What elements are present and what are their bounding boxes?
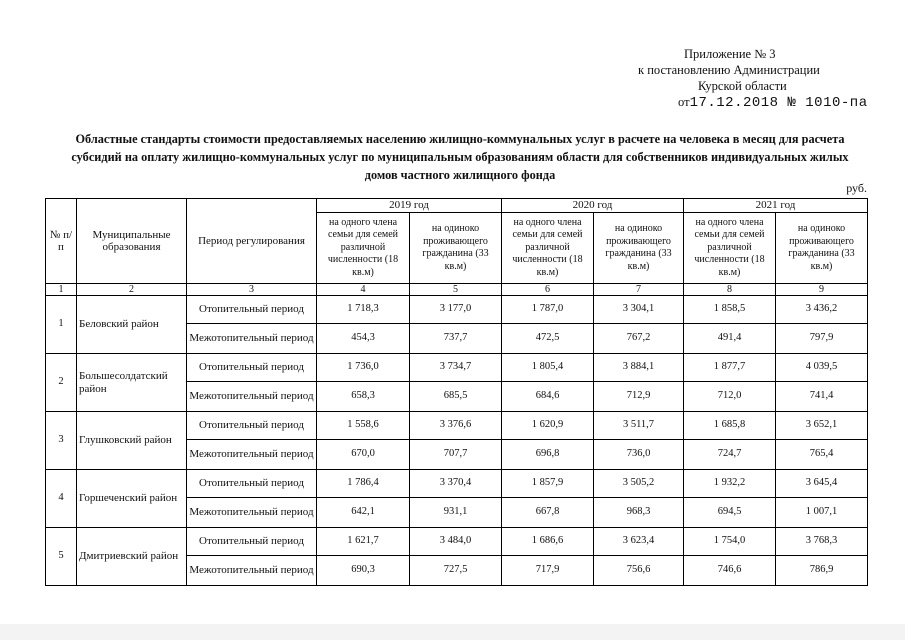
header-single: на одиноко проживающего гражданина (33 кв.м): [594, 213, 684, 284]
value-cell: 1 621,7: [317, 528, 410, 556]
value-cell: 3 304,1: [594, 296, 684, 324]
value-cell: 3 484,0: [410, 528, 502, 556]
column-number: 3: [187, 284, 317, 296]
appendix-line-2: к постановлению Администрации: [638, 63, 820, 77]
value-cell: 3 734,7: [410, 354, 502, 382]
appendix-date-line: [560, 94, 890, 111]
value-cell: 690,3: [317, 556, 410, 586]
value-cell: 1 932,2: [684, 470, 776, 498]
column-number: 4: [317, 284, 410, 296]
value-cell: 707,7: [410, 440, 502, 470]
value-cell: 3 177,0: [410, 296, 502, 324]
value-cell: 736,0: [594, 440, 684, 470]
column-number: 9: [776, 284, 868, 296]
value-cell: 684,6: [502, 382, 594, 412]
value-cell: 1 754,0: [684, 528, 776, 556]
value-cell: 694,5: [684, 498, 776, 528]
row-number: 4: [46, 470, 77, 528]
column-number: 6: [502, 284, 594, 296]
value-cell: 642,1: [317, 498, 410, 528]
table-row: [46, 528, 868, 556]
appendix-prefix: от: [678, 95, 690, 109]
column-number: 5: [410, 284, 502, 296]
period-label: Отопительный период: [187, 354, 317, 382]
value-cell: 1 685,8: [684, 412, 776, 440]
column-number: 7: [594, 284, 684, 296]
value-cell: 3 376,6: [410, 412, 502, 440]
appendix-line-1: Приложение № 3: [684, 47, 776, 61]
row-number: 1: [46, 296, 77, 354]
value-cell: 1 858,5: [684, 296, 776, 324]
period-label: Отопительный период: [187, 296, 317, 324]
value-cell: 1 805,4: [502, 354, 594, 382]
value-cell: 1 558,6: [317, 412, 410, 440]
period-label: Межотопительный период: [187, 498, 317, 528]
value-cell: 1 857,9: [502, 470, 594, 498]
value-cell: 1 787,0: [502, 296, 594, 324]
period-label: Отопительный период: [187, 412, 317, 440]
header-year-2020: 2020 год: [502, 199, 684, 213]
table-row: [46, 412, 868, 440]
column-number: 1: [46, 284, 77, 296]
row-number: 3: [46, 412, 77, 470]
value-cell: 1 877,7: [684, 354, 776, 382]
page-bottom-edge: [0, 624, 905, 640]
municipality-name: Горшеченский район: [77, 470, 187, 528]
value-cell: 454,3: [317, 324, 410, 354]
municipality-name: Беловский район: [77, 296, 187, 354]
value-cell: 472,5: [502, 324, 594, 354]
value-cell: 3 652,1: [776, 412, 868, 440]
value-cell: 658,3: [317, 382, 410, 412]
value-cell: 685,5: [410, 382, 502, 412]
header-single: на одиноко проживающего гражданина (33 кв.м): [410, 213, 502, 284]
header-family: на одного члена семьи для семей различной численности (18 кв.м): [317, 213, 410, 284]
value-cell: 786,9: [776, 556, 868, 586]
column-number: 8: [684, 284, 776, 296]
value-cell: 968,3: [594, 498, 684, 528]
header-year-2021: 2021 год: [684, 199, 868, 213]
value-cell: 1 718,3: [317, 296, 410, 324]
standards-table: [45, 198, 868, 586]
municipality-name: Глушковский район: [77, 412, 187, 470]
table-row: [46, 296, 868, 324]
period-label: Межотопительный период: [187, 382, 317, 412]
value-cell: 797,9: [776, 324, 868, 354]
value-cell: 931,1: [410, 498, 502, 528]
appendix-header: [560, 46, 890, 111]
period-label: Отопительный период: [187, 528, 317, 556]
value-cell: 1 736,0: [317, 354, 410, 382]
table-row: [46, 354, 868, 382]
document-title: Областные стандарты стоимости предоставляемых населению жилищно-коммунальных услуг в расчете на человека в месяц для расчета субсидий на оплату жилищно-коммунальных услуг по муниципальным образованиям области для собственников индивидуальных жилых домов частного жилищного фонда: [71, 132, 849, 182]
value-cell: 3 511,7: [594, 412, 684, 440]
header-family: на одного члена семьи для семей различной численности (18 кв.м): [684, 213, 776, 284]
value-cell: 696,8: [502, 440, 594, 470]
unit-label: руб.: [846, 181, 867, 195]
value-cell: 712,0: [684, 382, 776, 412]
municipality-name: Большесолдатский район: [77, 354, 187, 412]
value-cell: 3 436,2: [776, 296, 868, 324]
period-label: Отопительный период: [187, 470, 317, 498]
value-cell: 3 768,3: [776, 528, 868, 556]
row-number: 2: [46, 354, 77, 412]
value-cell: 765,4: [776, 440, 868, 470]
value-cell: 746,6: [684, 556, 776, 586]
value-cell: 3 623,4: [594, 528, 684, 556]
appendix-line-3: Курской области: [698, 79, 787, 93]
header-single: на одиноко проживающего гражданина (33 кв.м): [776, 213, 868, 284]
value-cell: 1 686,6: [502, 528, 594, 556]
column-number: 2: [77, 284, 187, 296]
row-number: 5: [46, 528, 77, 586]
value-cell: 3 884,1: [594, 354, 684, 382]
period-label: Межотопительный период: [187, 324, 317, 354]
value-cell: 3 645,4: [776, 470, 868, 498]
header-period: Период регулирования: [187, 199, 317, 284]
municipality-name: Дмитриевский район: [77, 528, 187, 586]
value-cell: 1 786,4: [317, 470, 410, 498]
header-year-2019: 2019 год: [317, 199, 502, 213]
period-label: Межотопительный период: [187, 440, 317, 470]
header-family: на одного члена семьи для семей различной численности (18 кв.м): [502, 213, 594, 284]
value-cell: 712,9: [594, 382, 684, 412]
value-cell: 3 505,2: [594, 470, 684, 498]
header-municipality: Муниципальные образования: [77, 199, 187, 284]
header-num: № п/п: [46, 199, 77, 284]
value-cell: 724,7: [684, 440, 776, 470]
appendix-date-number: 17.12.2018 № 1010-па: [689, 95, 868, 111]
value-cell: 491,4: [684, 324, 776, 354]
value-cell: 3 370,4: [410, 470, 502, 498]
value-cell: 737,7: [410, 324, 502, 354]
period-label: Межотопительный период: [187, 556, 317, 586]
value-cell: 756,6: [594, 556, 684, 586]
value-cell: 767,2: [594, 324, 684, 354]
value-cell: 1 620,9: [502, 412, 594, 440]
table-row: [46, 470, 868, 498]
value-cell: 667,8: [502, 498, 594, 528]
value-cell: 717,9: [502, 556, 594, 586]
value-cell: 670,0: [317, 440, 410, 470]
value-cell: 727,5: [410, 556, 502, 586]
value-cell: 741,4: [776, 382, 868, 412]
value-cell: 1 007,1: [776, 498, 868, 528]
value-cell: 4 039,5: [776, 354, 868, 382]
